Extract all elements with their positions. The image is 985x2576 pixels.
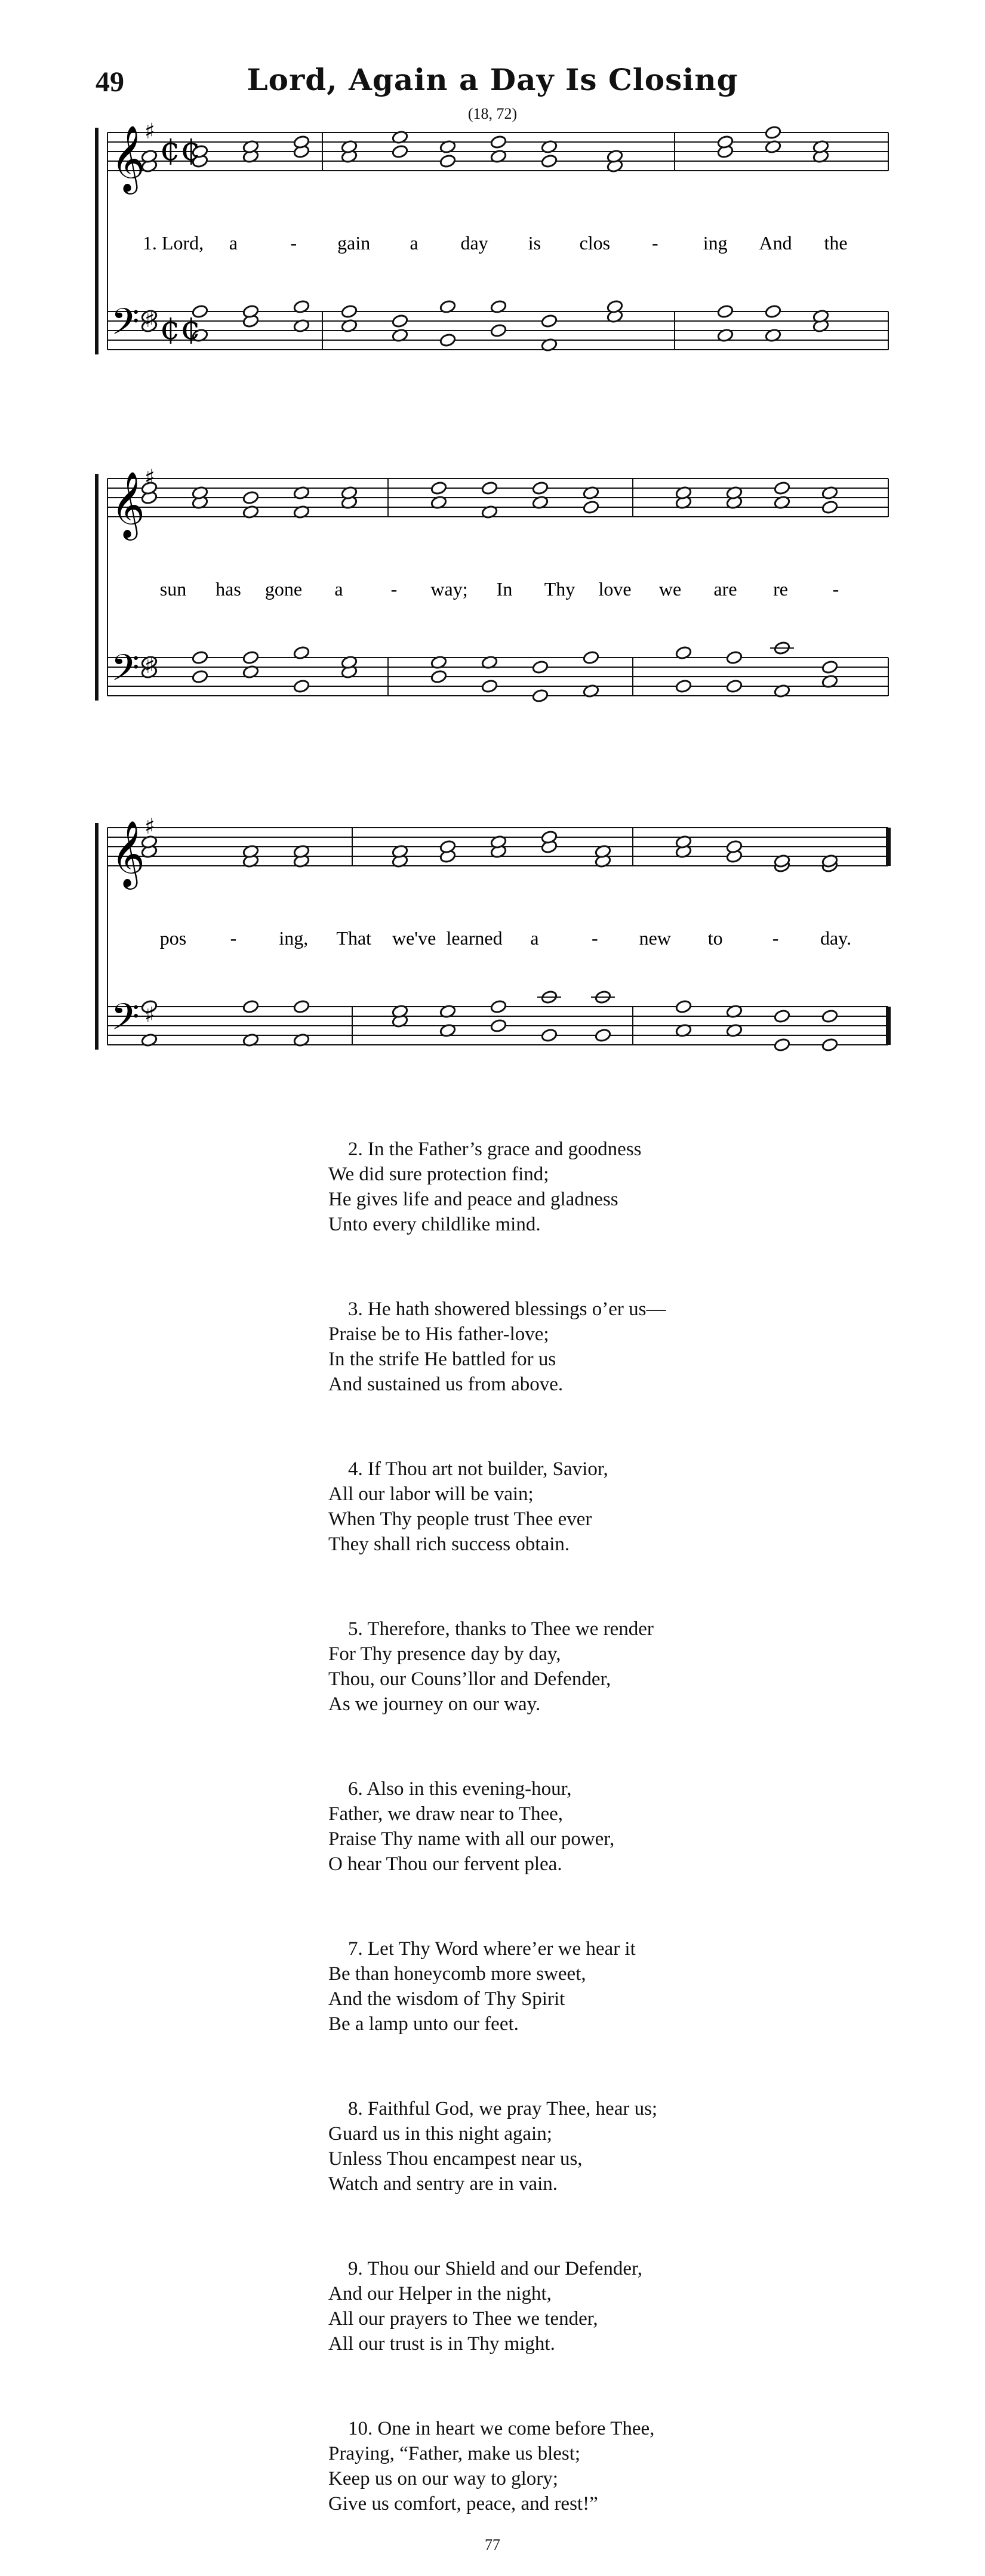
lyric-syllable: That xyxy=(336,927,372,949)
note-head xyxy=(430,670,447,684)
lyric-syllable: has xyxy=(216,578,241,600)
verse-line: As we journey on our way. xyxy=(328,1693,541,1715)
music-system-2 xyxy=(0,465,985,740)
verse-line: Praise Thy name with all our power, xyxy=(328,1828,615,1850)
verse-line: All our trust is in Thy might. xyxy=(328,2333,555,2355)
music-system-3 xyxy=(0,815,985,1089)
note-head xyxy=(717,304,734,319)
lyric-syllable: to xyxy=(707,927,723,949)
lyric-syllable: re xyxy=(773,578,788,600)
note-head xyxy=(192,670,208,684)
verse xyxy=(328,1616,866,1717)
note-head xyxy=(726,679,743,693)
note-head xyxy=(541,314,558,328)
lyrics-line xyxy=(160,927,851,949)
verse-line: Unless Thou encampest near us, xyxy=(328,2148,583,2170)
cut-time-icon: ¢¢ xyxy=(160,130,201,168)
verse-line: They shall rich success obtain. xyxy=(328,1534,570,1555)
note-head xyxy=(774,1009,790,1023)
verse-line: Give us comfort, peace, and rest!” xyxy=(328,2493,598,2515)
note-head xyxy=(242,650,259,665)
lyric-syllable: a xyxy=(334,578,343,600)
treble-clef-icon: 𝄞 xyxy=(111,471,145,538)
note-head xyxy=(242,490,259,505)
bass-clef-icon: 𝄢 xyxy=(111,301,140,352)
verse-line: Watch and sentry are in vain. xyxy=(328,2173,558,2195)
lyric-syllable: ing xyxy=(703,232,728,254)
hymn-number: 49 xyxy=(96,66,124,98)
note-head xyxy=(392,314,408,328)
note-head xyxy=(541,1028,558,1042)
verse-line: 5. Therefore, thanks to Thee we render xyxy=(348,1618,654,1640)
verse-line: Guard us in this night again; xyxy=(328,2123,552,2145)
lyric-syllable: gone xyxy=(264,578,303,600)
bass-staff xyxy=(107,990,888,1052)
treble-staff xyxy=(107,828,888,873)
lyric-syllable: a xyxy=(530,927,539,949)
note-head xyxy=(726,650,743,665)
verse-line: 8. Faithful God, we pray Thee, hear us; xyxy=(348,2098,658,2120)
lyric-syllable: is xyxy=(528,232,541,254)
verse-line: Praise be to His father-love; xyxy=(328,1324,549,1345)
lyric-syllable: a xyxy=(229,232,238,254)
note-head xyxy=(675,679,692,693)
verse xyxy=(328,1936,866,2037)
verse-line: For Thy presence day by day, xyxy=(328,1643,561,1665)
verse-line: 6. Also in this evening-hour, xyxy=(348,1778,572,1800)
verse-line: O hear Thou our fervent plea. xyxy=(328,1853,562,1875)
note-head xyxy=(430,481,447,495)
verses-block xyxy=(328,1137,866,2576)
sharp-icon: ♯ xyxy=(144,308,155,332)
verse-line: Unto every childlike mind. xyxy=(328,1214,541,1235)
lyric-syllable: we xyxy=(658,578,682,600)
treble-staff xyxy=(107,125,888,173)
note-head xyxy=(821,1038,838,1052)
verse-line: In the strife He battled for us xyxy=(328,1349,556,1370)
lyric-syllable: - xyxy=(290,232,297,254)
lyric-syllable: In xyxy=(496,578,513,600)
verse-line: All our labor will be vain; xyxy=(328,1483,534,1505)
page-number: 77 xyxy=(485,2536,500,2553)
treble-clef-icon: 𝄞 xyxy=(111,820,145,887)
note-head xyxy=(490,999,507,1014)
note-head xyxy=(341,304,358,319)
note-head xyxy=(765,304,781,319)
note-head xyxy=(821,660,838,674)
verse-line: All our prayers to Thee we tender, xyxy=(328,2308,598,2330)
verse-line: Be a lamp unto our feet. xyxy=(328,2013,519,2035)
lyric-syllable: way; xyxy=(430,578,468,600)
note-head xyxy=(242,999,259,1014)
lyric-syllable: love xyxy=(598,578,632,600)
verse-line: 7. Let Thy Word where’er we hear it xyxy=(348,1938,636,1960)
note-head xyxy=(583,650,599,665)
lyric-syllable: gain xyxy=(337,232,371,254)
sharp-icon: ♯ xyxy=(144,119,155,144)
verse-line: 2. In the Father’s grace and goodness xyxy=(348,1139,642,1160)
note-head xyxy=(490,323,507,338)
lyric-syllable: And xyxy=(759,232,792,254)
note-head xyxy=(439,154,456,168)
note-head xyxy=(439,333,456,347)
lyric-syllable: we've xyxy=(392,927,436,949)
lyric-syllable: pos xyxy=(159,927,187,949)
verse xyxy=(328,2256,866,2356)
verse-line: Be than honeycomb more sweet, xyxy=(328,1963,586,1985)
verse xyxy=(328,1297,866,1397)
lyrics-line xyxy=(160,578,839,600)
lyric-syllable: - xyxy=(592,927,598,949)
note-head xyxy=(481,679,498,693)
note-head xyxy=(192,650,208,665)
verse xyxy=(328,2416,866,2516)
lyric-syllable: sun xyxy=(159,578,187,600)
lyric-syllable: ing, xyxy=(279,927,309,949)
verse xyxy=(328,2096,866,2196)
bass-clef-icon: 𝄢 xyxy=(111,647,140,698)
note-head xyxy=(675,999,692,1014)
sharp-icon: ♯ xyxy=(144,654,155,678)
verse-line: Thou, our Couns’llor and Defender, xyxy=(328,1668,611,1690)
lyric-syllable: day xyxy=(460,232,488,254)
verse-line: He gives life and peace and gladness xyxy=(328,1189,618,1210)
verse-line: Praying, “Father, make us blest; xyxy=(328,2443,581,2464)
note-head xyxy=(293,679,310,693)
treble-clef-icon: 𝄞 xyxy=(111,125,145,192)
note-head xyxy=(595,1028,611,1042)
verse xyxy=(328,1137,866,1237)
note-head xyxy=(583,500,599,514)
note-head xyxy=(821,1009,838,1023)
treble-staff xyxy=(107,479,888,519)
verse-line: When Thy people trust Thee ever xyxy=(328,1508,592,1530)
note-head xyxy=(774,481,790,495)
note-head xyxy=(392,144,408,159)
bass-staff xyxy=(107,641,888,703)
note-head xyxy=(541,154,558,168)
lyric-syllable: the xyxy=(824,232,848,254)
lyric-syllable: - xyxy=(832,578,839,600)
lyric-syllable: - xyxy=(772,927,779,949)
note-head xyxy=(765,125,781,140)
note-head xyxy=(532,660,549,674)
note-head xyxy=(490,1019,507,1033)
note-head xyxy=(821,500,838,514)
note-head xyxy=(532,689,549,703)
verse xyxy=(328,1776,866,1877)
meter-reference: (18, 72) xyxy=(467,105,518,122)
lyrics-line xyxy=(143,232,848,254)
lyric-syllable: learned xyxy=(446,927,503,949)
verse-line: 10. One in heart we come before Thee, xyxy=(348,2418,655,2439)
cut-time-icon: ¢¢ xyxy=(160,309,201,347)
sharp-icon: ♯ xyxy=(144,1003,155,1028)
lyric-syllable: - xyxy=(390,578,398,600)
verse-line: 3. He hath showered blessings o’er us— xyxy=(348,1298,666,1320)
music-system-1 xyxy=(0,119,985,394)
sharp-icon: ♯ xyxy=(144,465,155,490)
note-head xyxy=(481,481,498,495)
verse-line: And our Helper in the night, xyxy=(328,2283,552,2304)
verse-line: And sustained us from above. xyxy=(328,1374,564,1395)
verse-line: And the wisdom of Thy Spirit xyxy=(328,1988,565,2010)
verse xyxy=(328,1457,866,1557)
lyric-syllable: Thy xyxy=(544,578,575,600)
verse-line: Keep us on our way to glory; xyxy=(328,2468,558,2489)
lyric-syllable: a xyxy=(410,232,418,254)
note-head xyxy=(532,481,549,495)
lyric-syllable: - xyxy=(651,232,658,254)
note-head xyxy=(293,999,310,1014)
lyric-syllable: 1. Lord, xyxy=(142,232,204,254)
note-head xyxy=(490,135,507,149)
lyric-syllable: day. xyxy=(820,927,852,949)
lyric-syllable: are xyxy=(713,578,737,600)
verse-line: Father, we draw near to Thee, xyxy=(328,1803,563,1825)
bass-clef-icon: 𝄢 xyxy=(111,996,140,1047)
verse-line: 9. Thou our Shield and our Defender, xyxy=(348,2258,642,2279)
lyric-syllable: clos xyxy=(579,232,611,254)
verse-line: 4. If Thou art not builder, Savior, xyxy=(348,1458,608,1480)
note-head xyxy=(774,1038,790,1052)
hymn-title: Lord, Again a Day Is Closing xyxy=(247,62,738,97)
bass-staff xyxy=(107,300,888,352)
verse-line: We did sure protection find; xyxy=(328,1164,549,1185)
lyric-syllable: new xyxy=(639,927,671,949)
lyric-syllable: - xyxy=(230,927,237,949)
sharp-icon: ♯ xyxy=(144,815,155,839)
